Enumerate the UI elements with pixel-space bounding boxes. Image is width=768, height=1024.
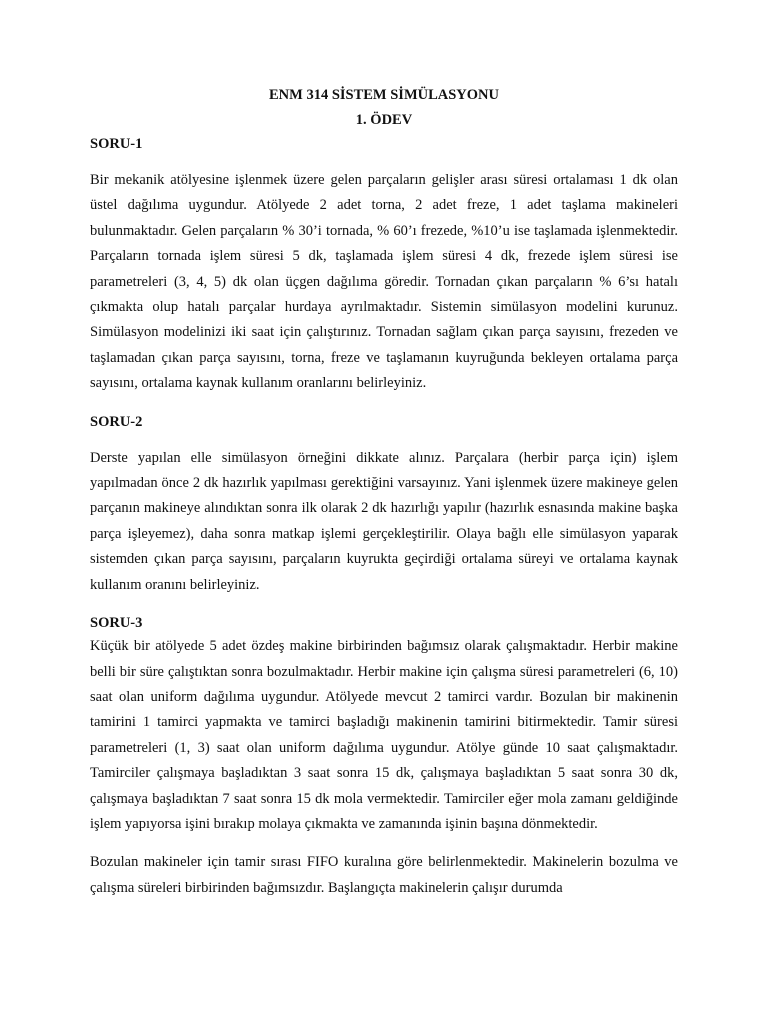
document-page	[90, 84, 678, 901]
section-heading-soru-1: SORU-1	[90, 136, 143, 152]
document-subtitle: 1. ÖDEV	[355, 112, 413, 128]
section-text-soru-1: Bir mekanik atölyesine işlenmek üzere gelen parçaların gelişler arası süresi ortalaması 1 dk olan üstel dağılıma uygundur. Atölyede 2 adet torna, 2 adet freze, 1 adet taşlama makineleri bulunmaktadır. Gelen parçaların % 30’i tornada, % 60’ı frezede, %10’u ise taşlamada işlenmektedir. Parçaların tornada işlem süresi 5 dk, taşlamada işlem süresi 4 dk, frezede işlem süresi ise parametreleri (3, 4, 5) dk olan üçgen dağılıma göredir. Tornadan çıkan parçaların % 6’sı hatalı çıkmakta olup hatalı parçalar hurdaya ayrılmaktadır. Sistemin simülasyon modelini kurunuz. Simülasyon modelinizi iki saat için çalıştırınız. Tornadan sağlam çıkan parça sayısını, frezeden ve taşlamadan çıkan parça sayısını, torna, freze ve taşlamanın kuyruğunda bekleyen ortalama parça sayısını, ortalama kaynak kullanım oranlarını belirleyiniz.	[90, 172, 678, 392]
section-heading-soru-2: SORU-2	[90, 413, 143, 430]
section-text-soru-3: Küçük bir atölyede 5 adet özdeş makine birbirinden bağımsız olarak çalışmaktadır. Herbir makine belli bir süre çalıştıktan sonra bozulmaktadır. Herbir makine için çalışma süresi parametreleri (6, 10) saat olan uniform dağılıma uygundur. Atölyede mevcut 2 tamirci vardır. Bozulan bir makinenin tamirini 1 tamirci yapmakta ve tamirci başladığı makinenin tamirini bitirmektedir. Tamir süresi parametreleri (1, 3) saat olan uniform dağılıma uygundur. Atölye günde 10 saat çalışmaktadır. Tamirciler çalışmaya başladıktan 3 saat sonra 15 dk, çalışmaya başladıktan 5 saat sonra 30 dk, çalışmaya başladıktan 7 saat sonra 15 dk mola vermektedir. Tamirciler eğer mola zamanı geldiğinde işlem yapıyorsa işini bırakıp molaya çıkmakta ve zamanında işinin başına dönmektedir.	[90, 638, 678, 832]
section-text-soru-2: Derste yapılan elle simülasyon örneğini dikkate alınız. Parçalara (herbir parça için) işlem yapılmadan önce 2 dk hazırlık yapılması gerektiğini varsayınız. Yani işlenmek üzere makineye gelen parçanın makineye alındıktan sonra ilk olarak 2 dk hazırlığı yapılır (hazırlık esnasında makine başka parça işleyemez), daha sonra matkap işlemi gerçekleştirilir. Olaya bağlı elle simülasyon yaparak sistemden çıkan parça sayısını, parçaların kuyrukta geçirdiği ortalama süreyi ve ortalama kaynak kullanım oranını belirleyiniz.	[90, 449, 678, 593]
section-text-soru-3-continued: Bozulan makineler için tamir sırası FIFO kuralına göre belirlenmektedir. Makinelerin bozulma ve çalışma süreleri birbirinden bağımsızdır. Başlangıçta makinelerin çalışır durumda	[90, 854, 678, 896]
section-heading-soru-3: SORU-3	[90, 615, 143, 632]
document-title: ENM 314 SİSTEM SİMÜLASYONU	[268, 87, 500, 103]
